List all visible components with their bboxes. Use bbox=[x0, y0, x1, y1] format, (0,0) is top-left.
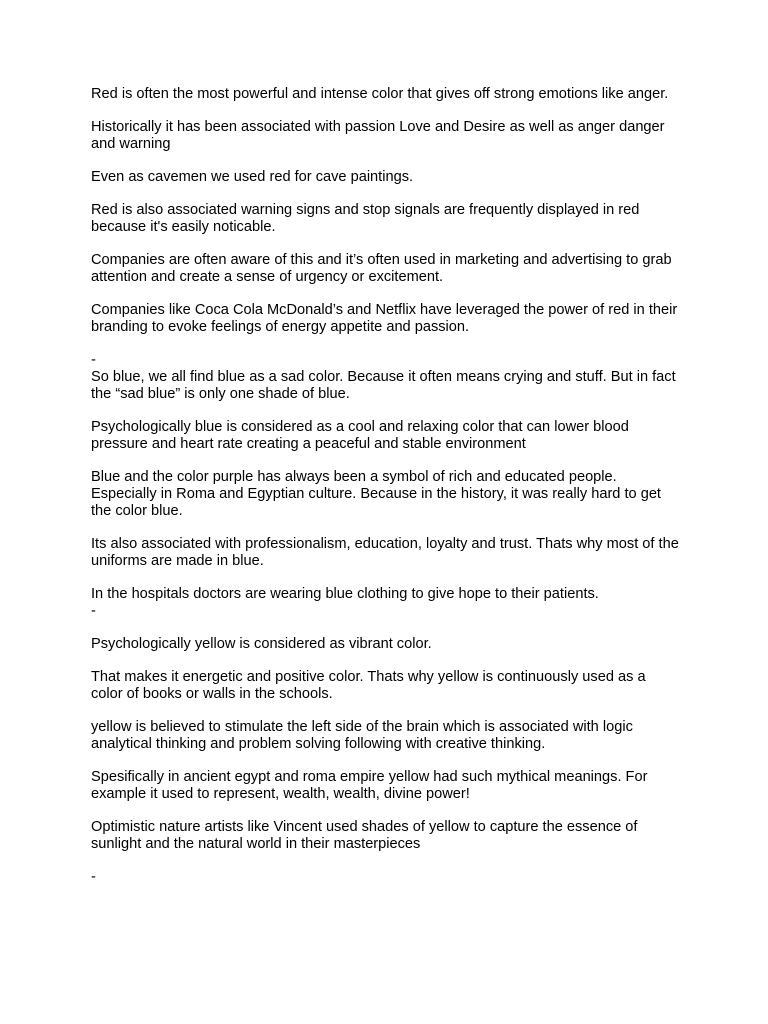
paragraph-red-marketing: Companies are often aware of this and it’s often used in marketing and advertising to grab attention and create a sense of urgency or excitement. bbox=[91, 252, 672, 285]
paragraph-red-cavemen: Even as cavemen we used red for cave paintings. bbox=[91, 169, 414, 185]
paragraph-blue-psychology: Psychologically blue is considered as a cool and relaxing color that can lower blood pressure and heart rate creating a peaceful and stable environment bbox=[91, 419, 629, 452]
paragraph-blue-hospitals: In the hospitals doctors are wearing blue clothing to give hope to their patients. bbox=[91, 586, 599, 602]
document-page bbox=[91, 86, 681, 886]
paragraph-yellow-energetic: That makes it energetic and positive color. Thats why yellow is continuously used as a color of books or walls in the schools. bbox=[91, 669, 646, 702]
paragraph-yellow-history: Spesifically in ancient egypt and roma empire yellow had such mythical meanings. For example it used to represent, wealth, wealth, divine power! bbox=[91, 769, 648, 802]
paragraph-red-warning: Red is also associated warning signs and stop signals are frequently displayed in red because it's easily noticable. bbox=[91, 202, 640, 235]
paragraph-yellow-intro: Psychologically yellow is considered as vibrant color. bbox=[91, 636, 432, 652]
paragraph-red-history: Historically it has been associated with passion Love and Desire as well as anger danger and warning bbox=[91, 119, 665, 152]
section-divider-dash: - bbox=[91, 603, 96, 619]
paragraph-yellow-artists: Optimistic nature artists like Vincent used shades of yellow to capture the essence of sunlight and the natural world in their masterpieces bbox=[91, 819, 638, 852]
paragraph-blue-history: Blue and the color purple has always been a symbol of rich and educated people. Especially in Roma and Egyptian culture. Because in the history, it was really hard to get the color blue. bbox=[91, 469, 661, 519]
paragraph-yellow-brain: yellow is believed to stimulate the left side of the brain which is associated with logic analytical thinking and problem solving following with creative thinking. bbox=[91, 719, 633, 752]
section-divider-dash: - bbox=[91, 869, 96, 885]
paragraph-red-intro: Red is often the most powerful and intense color that gives off strong emotions like anger. bbox=[91, 86, 669, 102]
paragraph-blue-professionalism: Its also associated with professionalism, education, loyalty and trust. Thats why most of the uniforms are made in blue. bbox=[91, 536, 679, 569]
section-divider-dash: - bbox=[91, 352, 96, 368]
paragraph-blue-intro: So blue, we all find blue as a sad color. Because it often means crying and stuff. But in fact the “sad blue” is only one shade of blue. bbox=[91, 369, 676, 402]
paragraph-red-brands: Companies like Coca Cola McDonald’s and Netflix have leveraged the power of red in their branding to evoke feelings of energy appetite and passion. bbox=[91, 302, 678, 335]
